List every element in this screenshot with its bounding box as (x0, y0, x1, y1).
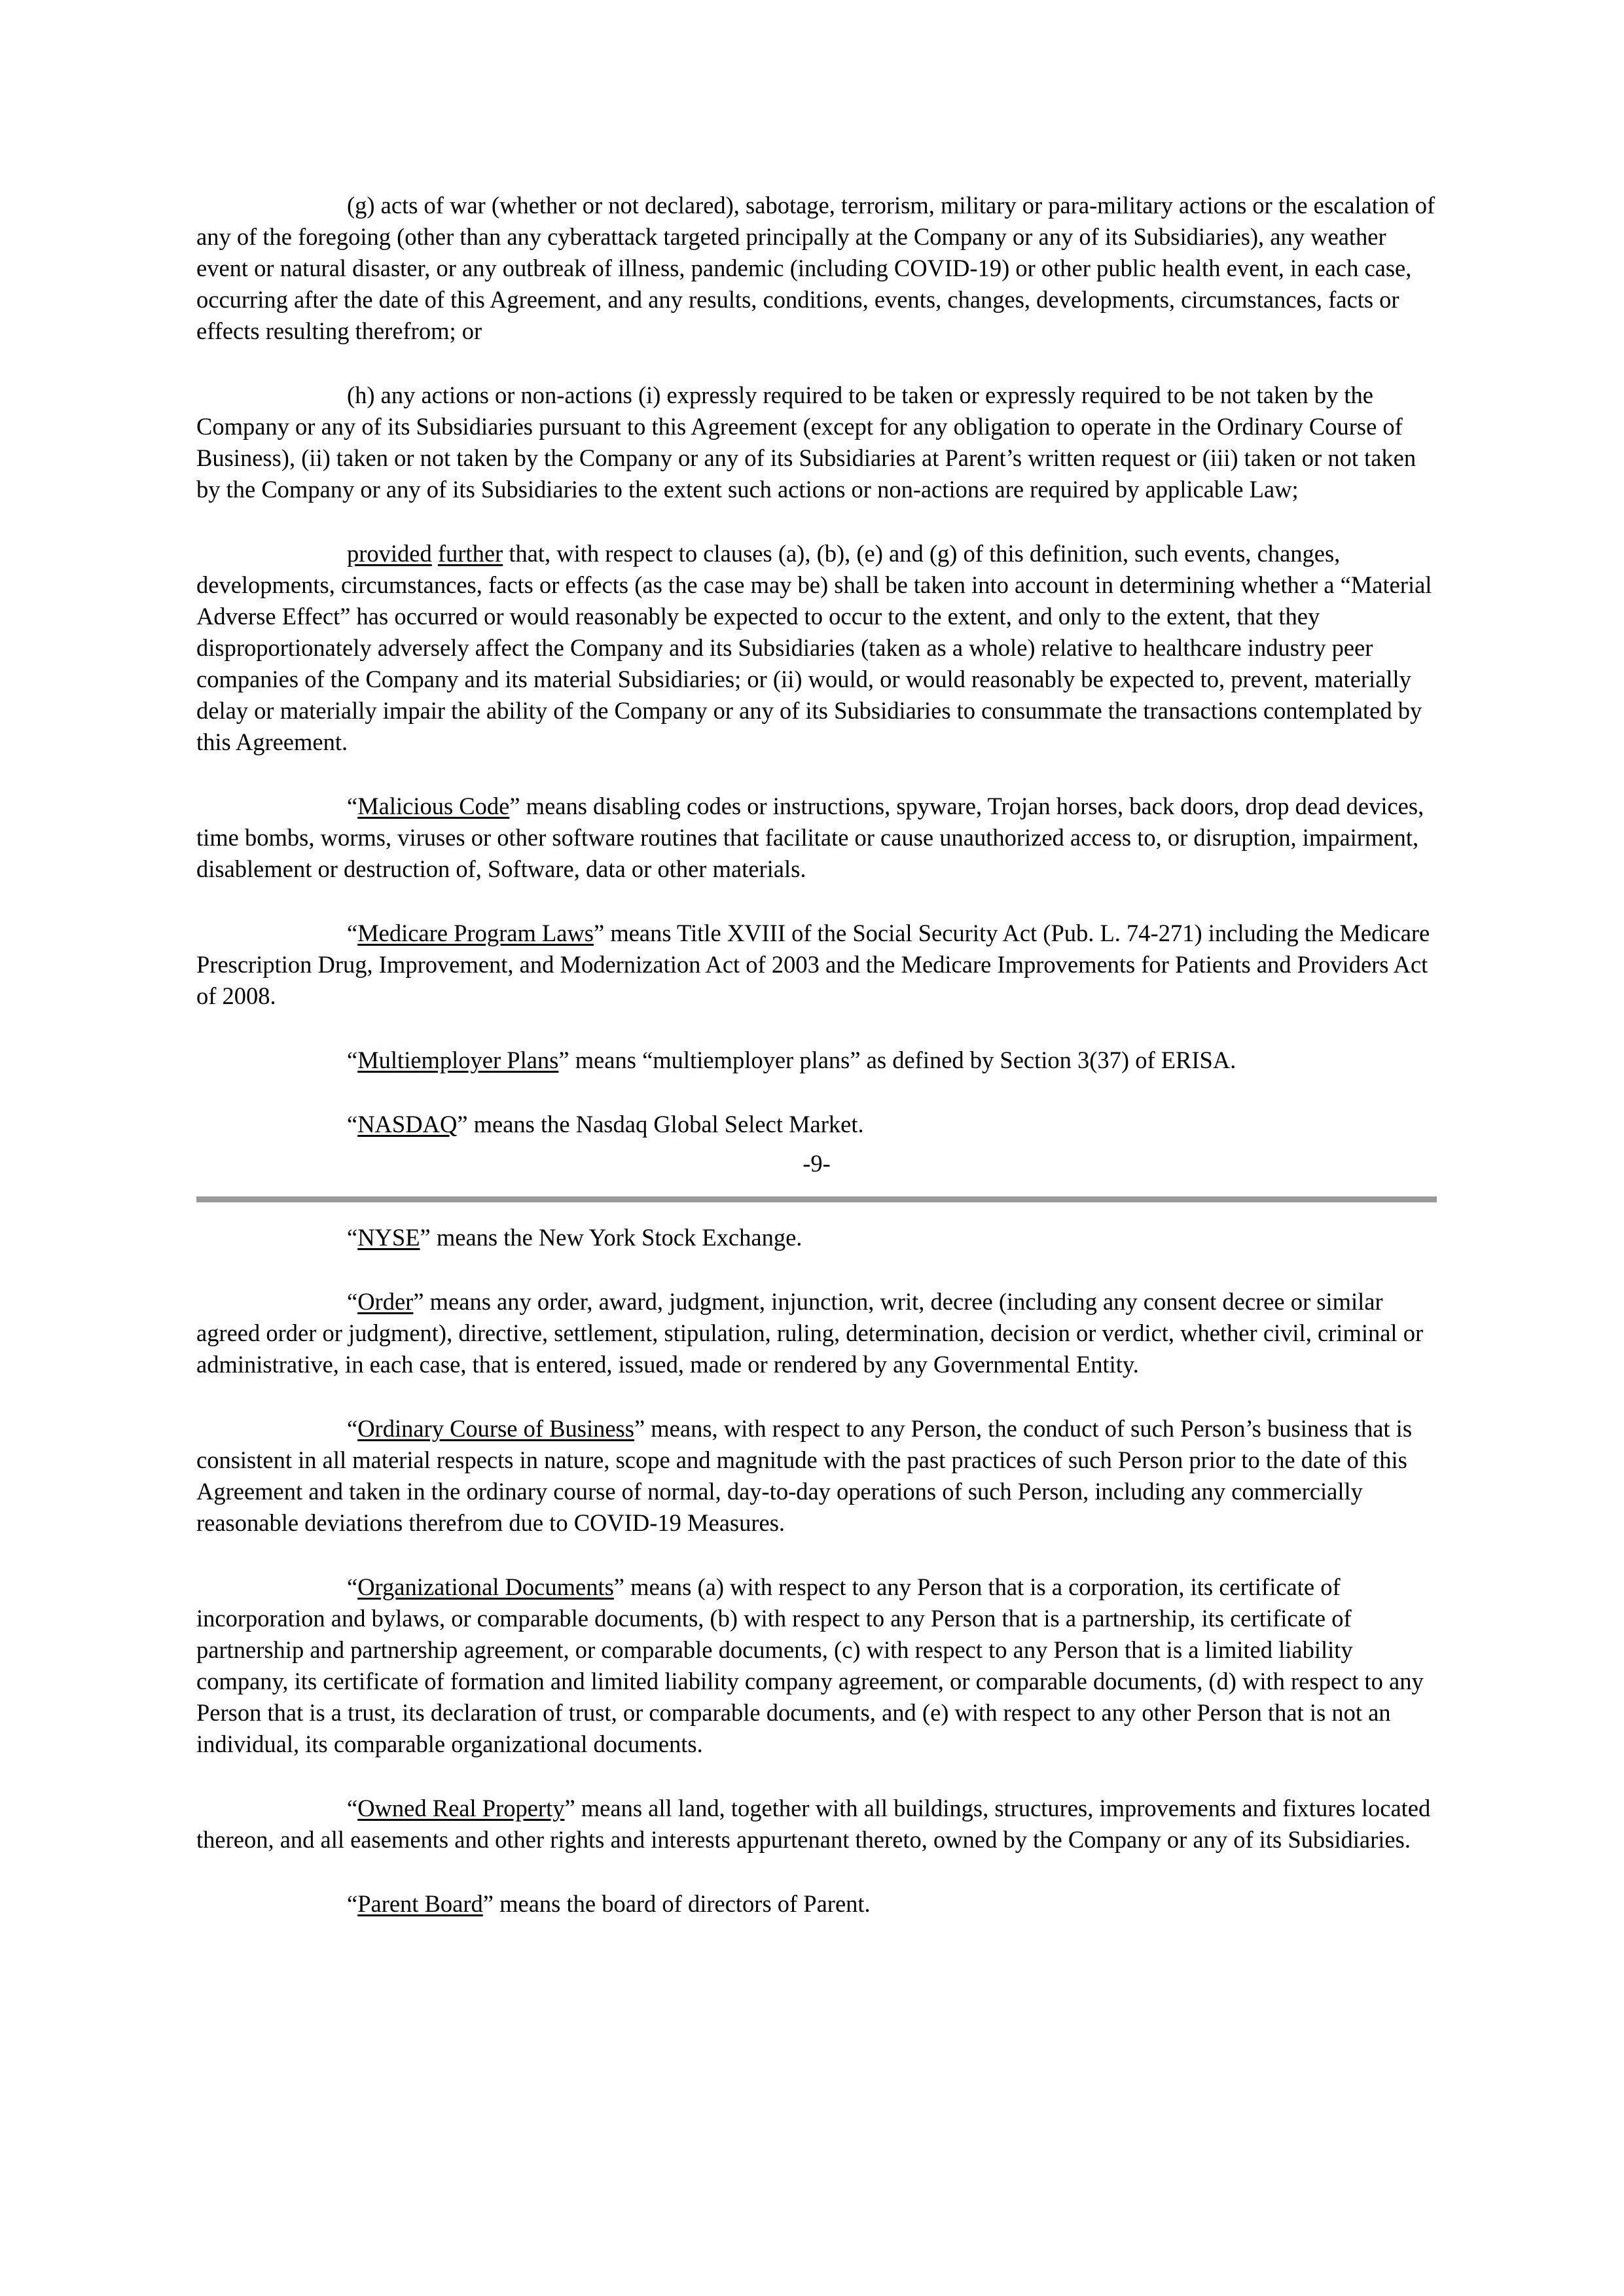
definition-text: ” means the New York Stock Exchange. (420, 1224, 803, 1251)
defined-term: Malicious Code (357, 793, 510, 819)
definition-order: “Order” means any order, award, judgment, injunction, writ, decree (including any consent decree or similar agreed order or judgment), directive, settlement, stipulation, ruling, determination, decision or verdict, whether civil, criminal or administrative, in each case, that is entered, issued, made or rendered by any Governmental Entity. (196, 1288, 1424, 1378)
definition-nyse: “NYSE” means the New York Stock Exchange. (347, 1224, 803, 1251)
definition-text: ” means “multiemployer plans” as defined by Section 3(37) of ERISA. (558, 1047, 1236, 1073)
document-page (196, 190, 1437, 1952)
proviso-paragraph (196, 538, 1437, 758)
page-divider (196, 1196, 1437, 1202)
definition-ordinary-course-of-business: “Ordinary Course of Business” means, with respect to any Person, the conduct of such Person’s business that is consistent in all material respects in nature, scope and magnitude with the past practices of such Person prior to the date of this Agreement and taken in the ordinary course of normal, day-to-day operations of such Person, including any commercially reasonable deviations therefrom due to COVID-19 Measures. (196, 1415, 1413, 1536)
defined-term: Ordinary Course of Business (357, 1415, 634, 1442)
defined-term: Owned Real Property (357, 1795, 565, 1821)
definition-multiemployer-plans: “Multiemployer Plans” means “multiemployer plans” as defined by Section 3(37) of ERISA. (347, 1047, 1236, 1073)
defined-term: Parent Board (357, 1890, 483, 1917)
definition-text: ” means all land, together with all buildings, structures, improvements and fixtures located thereon, and all easements and other rights and interests appurtenant thereto, owned by the Company or any of its Subsidiaries. (196, 1795, 1431, 1853)
defined-term: Medicare Program Laws (357, 920, 594, 946)
proviso-term-further: further (437, 540, 503, 567)
definition-text: ” means, with respect to any Person, the conduct of such Person’s business that is consistent in all material respects in nature, scope and magnitude with the past practices of such Person prior to the date of this Agreement and taken in the ordinary course of normal, day-to-day operations of such Person, including any commercially reasonable deviations therefrom due to COVID-19 Measures. (196, 1415, 1413, 1536)
definition-owned-real-property: “Owned Real Property” means all land, together with all buildings, structures, improvements and fixtures located thereon, and all easements and other rights and interests appurtenant thereto, owned by the Company or any of its Subsidiaries. (196, 1795, 1431, 1853)
defined-term: Order (357, 1288, 414, 1315)
clause-h-paragraph: (h) any actions or non-actions (i) expressly required to be taken or expressly required to be not taken by the Company or any of its Subsidiaries pursuant to this Agreement (except for any obligation to operate in the Ordinary Course of Business), (ii) taken or not taken by the Company or any of its Subsidiaries at Parent’s written request or (iii) taken or not taken by the Company or any of its Subsidiaries to the extent such actions or non-actions are required by applicable Law; (196, 382, 1416, 503)
definition-text: ” means any order, award, judgment, injunction, writ, decree (including any consent decree or similar agreed order or judgment), directive, settlement, stipulation, ruling, determination, decision or verdict, whether civil, criminal or administrative, in each case, that is entered, issued, made or rendered by any Governmental Entity. (196, 1288, 1424, 1378)
defined-term: NYSE (357, 1224, 420, 1251)
definition-text: ” means Title XVIII of the Social Security Act (Pub. L. 74-271) including the Medicare Prescription Drug, Improvement, and Modernization Act of 2003 and the Medicare Improvements for Patients and Providers Act of 2008. (196, 920, 1430, 1009)
definition-text: ” means disabling codes or instructions, spyware, Trojan horses, back doors, drop dead devices, time bombs, worms, viruses or other software routines that facilitate or cause unauthorized access to, or disruption, impairment, disablement or destruction of, Software, data or other materials. (196, 793, 1424, 882)
defined-term: NASDAQ (357, 1111, 458, 1138)
definition-organizational-documents: “Organizational Documents” means (a) with respect to any Person that is a corporation, its certificate of incorporation and bylaws, or comparable documents, (b) with respect to any Person that is a partnership, its certificate of partnership and partnership agreement, or comparable documents, (c) with respect to any Person that is a limited liability company, its certificate of formation and limited liability company agreement, or comparable documents, (d) with respect to any Person that is a trust, its declaration of trust, or comparable documents, and (e) with respect to any other Person that is not an individual, its comparable organizational documents. (196, 1573, 1424, 1757)
defined-term: Organizational Documents (357, 1573, 614, 1600)
definition-medicare-program-laws: “Medicare Program Laws” means Title XVIII of the Social Security Act (Pub. L. 74-271) including the Medicare Prescription Drug, Improvement, and Modernization Act of 2003 and the Medicare Improvements for Patients and Providers Act of 2008. (196, 920, 1430, 1009)
definition-malicious-code: “Malicious Code” means disabling codes or instructions, spyware, Trojan horses, back doors, drop dead devices, time bombs, worms, viruses or other software routines that facilitate or cause unauthorized access to, or disruption, impairment, disablement or destruction of, Software, data or other materials. (196, 793, 1424, 882)
proviso-text: that, with respect to clauses (a), (b), (e) and (g) of this definition, such events, changes, developments, circumstances, facts or effects (as the case may be) shall be taken into account in determining whether a “Material Adverse Effect” has occurred or would reasonably be expected to occur to the extent, and only to the extent, that they disproportionately adversely affect the Company and its Subsidiaries (taken as a whole) relative to healthcare industry peer companies of the Company and its material Subsidiaries; or (ii) would, or would reasonably be expected to, prevent, materially delay or materially impair the ability of the Company or any of its Subsidiaries to consummate the transactions contemplated by this Agreement. (196, 540, 1432, 755)
proviso-term-provided: provided (347, 540, 432, 567)
defined-term: Multiemployer Plans (357, 1047, 559, 1073)
definition-nasdaq: “NASDAQ” means the Nasdaq Global Select Market. (347, 1111, 864, 1138)
definition-text: ” means (a) with respect to any Person that is a corporation, its certificate of incorporation and bylaws, or comparable documents, (b) with respect to any Person that is a partnership, its certificate of partnership and partnership agreement, or comparable documents, (c) with respect to any Person that is a limited liability company, its certificate of formation and limited liability company agreement, or comparable documents, (d) with respect to any Person that is a trust, its declaration of trust, or comparable documents, and (e) with respect to any other Person that is not an individual, its comparable organizational documents. (196, 1573, 1424, 1757)
clause-g-paragraph: (g) acts of war (whether or not declared), sabotage, terrorism, military or para-military actions or the escalation of any of the foregoing (other than any cyberattack targeted principally at the Company or any of its Subsidiaries), any weather event or natural disaster, or any outbreak of illness, pandemic (including COVID-19) or other public health event, in each case, occurring after the date of this Agreement, and any results, conditions, events, changes, developments, circumstances, facts or effects resulting therefrom; or (196, 192, 1435, 344)
definition-text: ” means the Nasdaq Global Select Market. (457, 1111, 864, 1138)
definition-text: ” means the board of directors of Parent. (482, 1890, 871, 1917)
page-number: -9- (803, 1150, 831, 1177)
definition-parent-board: “Parent Board” means the board of directors of Parent. (347, 1890, 871, 1917)
